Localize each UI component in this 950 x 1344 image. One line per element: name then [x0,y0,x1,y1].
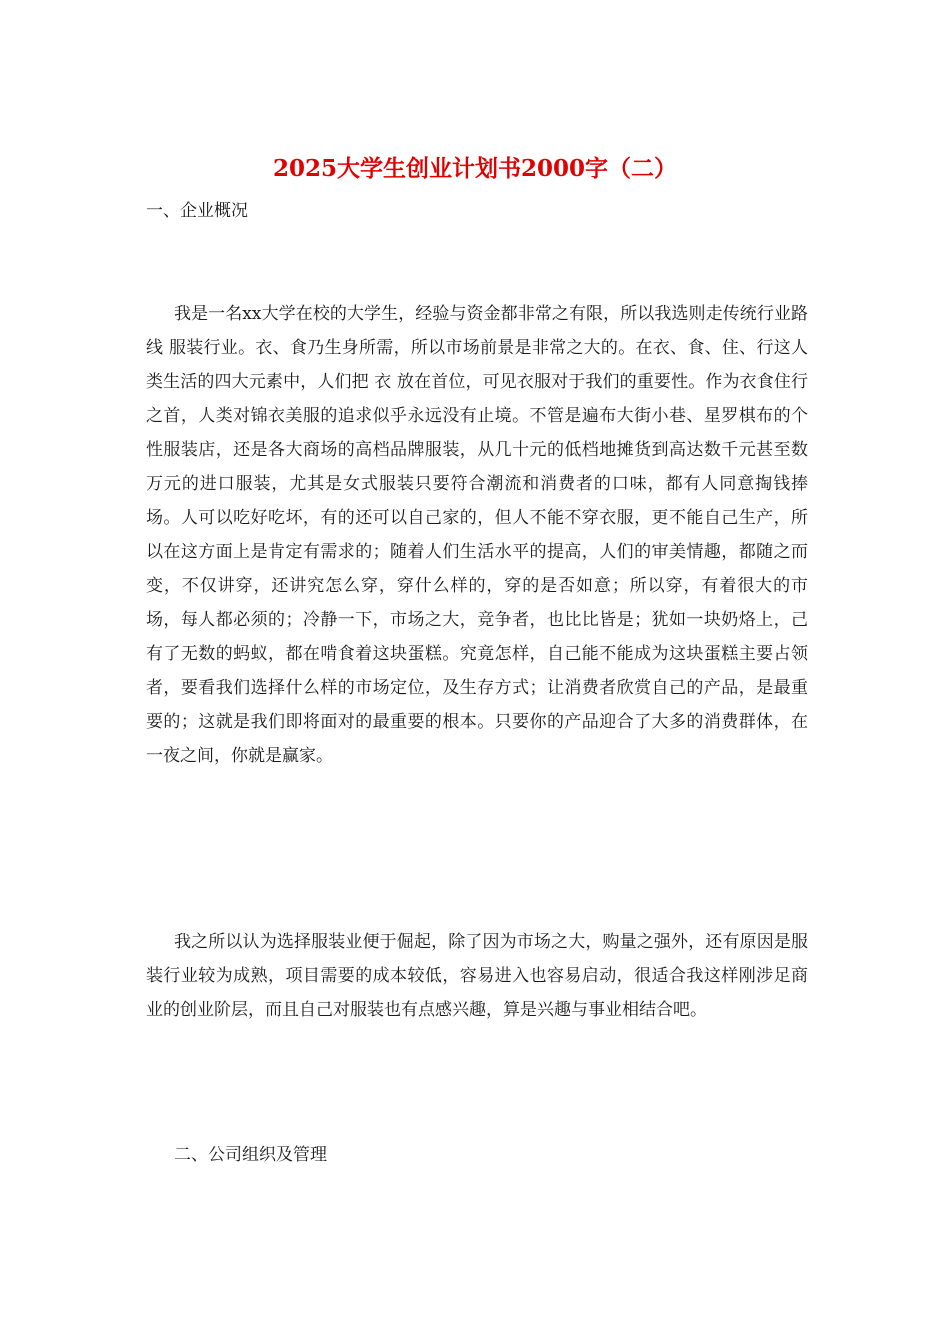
body-paragraph-1: 我是一名xx大学在校的大学生，经验与资金都非常之有限，所以我选则走传统行业路线 服装行业。衣、食乃生身所需，所以市场前景是非常之大的。在衣、食、住、行这人类生活的四大元素中，人们把 衣 放在首位，可见衣服对于我们的重要性。作为衣食住行之首，人类对锦衣美服的追求似乎永远没有止境。不管是遍布大街小巷、星罗棋布的个性服装店，还是各大商场的高档品牌服装，从几十元的低档地摊货到高达数千元甚至数万元的进口服装，尤其是女式服装只要符合潮流和消费者的口味，都有人同意掏钱捧场。人可以吃好吃坏，有的还可以自己家的，但人不能不穿衣服，更不能自己生产，所以在这方面上是肯定有需求的；随着人们生活水平的提高，人们的审美情趣，都随之而变，不仅讲穿，还讲究怎么穿，穿什么样的，穿的是否如意；所以穿，有着很大的市场，每人都必须的；冷静一下，市场之大，竞争者，也比比皆是；犹如一块奶烙上，己有了无数的蚂蚁，都在啃食着这块蛋糕。究竟怎样，自己能不能成为这块蛋糕主要占领者，要看我们选择什么样的市场定位，及生存方式；让消费者欣赏自己的产品，是最重要的；这就是我们即将面对的最重要的根本。只要你的产品迎合了大多的消费群体，在一夜之间，你就是赢家。 [146,304,808,766]
document-title: 2025大学生创业计划书2000字（二） [272,155,678,182]
section-heading-company-organization: 二、公司组织及管理 [174,1145,327,1165]
section-heading-enterprise-overview: 一、企业概况 [146,201,248,221]
body-paragraph-2: 我之所以认为选择服装业便于倔起，除了因为市场之大，购量之强外，还有原因是服装行业较为成熟，项目需要的成本较低，容易进入也容易启动，很适合我这样刚涉足商业的创业阶层，而且自己对服装也有点感兴趣，算是兴趣与事业相结合吧。 [146,932,808,1020]
